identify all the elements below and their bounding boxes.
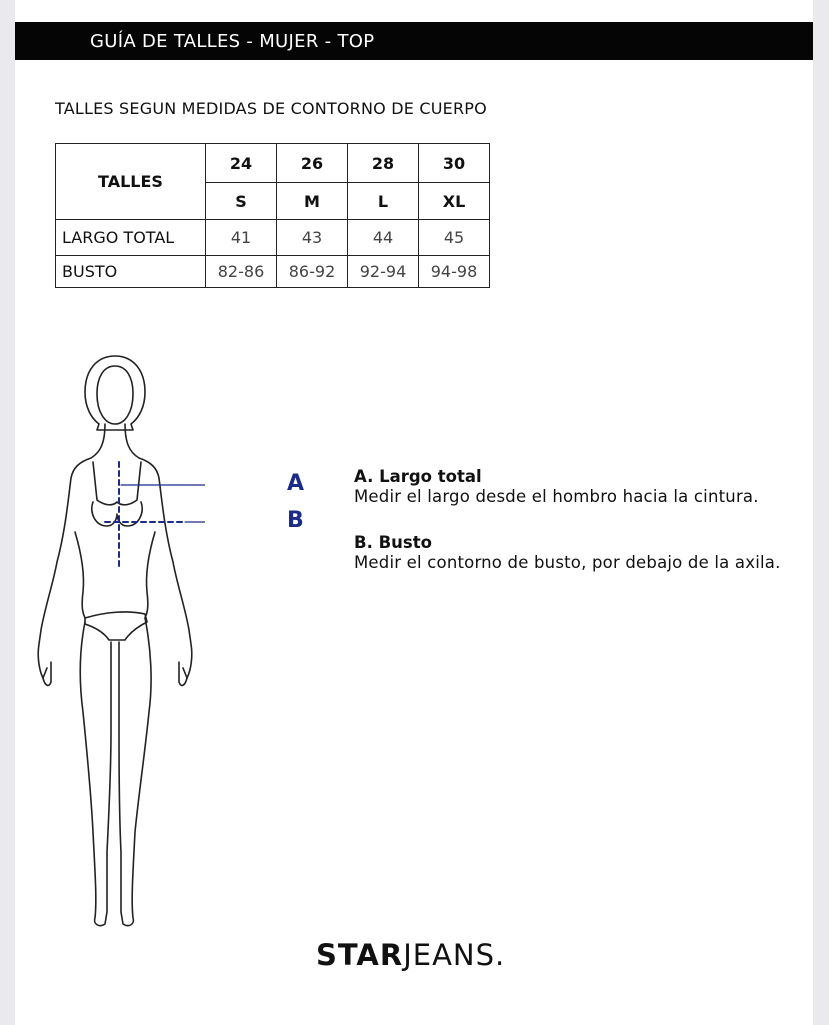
cell-value: 45 [419, 220, 490, 256]
row-label-largo: LARGO TOTAL [56, 220, 206, 256]
brand-jeans: JEANS. [403, 938, 506, 972]
sizes-label: TALLES [56, 144, 206, 220]
size-guide-sheet [15, 0, 813, 1025]
cell-value: 82-86 [206, 256, 277, 288]
left-waist-outline [75, 532, 85, 618]
cell-value: 94-98 [419, 256, 490, 288]
cell-value: 41 [206, 220, 277, 256]
size-letter: M [277, 183, 348, 220]
guide-title: GUÍA DE TALLES - MUJER - TOP [90, 31, 375, 52]
measure-b [354, 533, 781, 572]
briefs-outline [85, 612, 147, 640]
marker-a-label: A [287, 471, 305, 496]
hair-outline [85, 356, 145, 430]
cell-value: 92-94 [348, 256, 419, 288]
table-subtitle: TALLES SEGUN MEDIDAS DE CONTORNO DE CUERPO [55, 99, 487, 118]
face-outline [97, 366, 133, 424]
right-leg-outline [119, 618, 151, 926]
measure-a [354, 467, 759, 506]
cell-value: 43 [277, 220, 348, 256]
cell-value: 86-92 [277, 256, 348, 288]
measure-b-text: Medir el contorno de busto, por debajo de la axila. [354, 553, 781, 572]
size-number: 26 [277, 144, 348, 183]
cell-value: 44 [348, 220, 419, 256]
table-row [56, 256, 490, 288]
size-number: 30 [419, 144, 490, 183]
size-number: 24 [206, 144, 277, 183]
size-letter: XL [419, 183, 490, 220]
right-waist-outline [145, 532, 155, 618]
body-outline-figure [35, 352, 205, 932]
measure-a-title: A. Largo total [354, 467, 482, 486]
bra-outline [93, 462, 141, 505]
brand-star: STAR [316, 938, 404, 972]
left-torso-outline [38, 424, 105, 678]
left-leg-outline [80, 622, 111, 926]
row-label-busto: BUSTO [56, 256, 206, 288]
right-torso-outline [125, 424, 192, 678]
header-bar [15, 22, 813, 60]
size-letter: L [348, 183, 419, 220]
size-table [55, 143, 490, 288]
measure-a-text: Medir el largo desde el hombro hacia la cintura. [354, 487, 759, 506]
table-row [56, 220, 490, 256]
marker-b-label: B [287, 508, 304, 533]
brand-logo [316, 938, 505, 972]
measure-b-title: B. Busto [354, 533, 432, 552]
size-letter: S [206, 183, 277, 220]
size-number: 28 [348, 144, 419, 183]
